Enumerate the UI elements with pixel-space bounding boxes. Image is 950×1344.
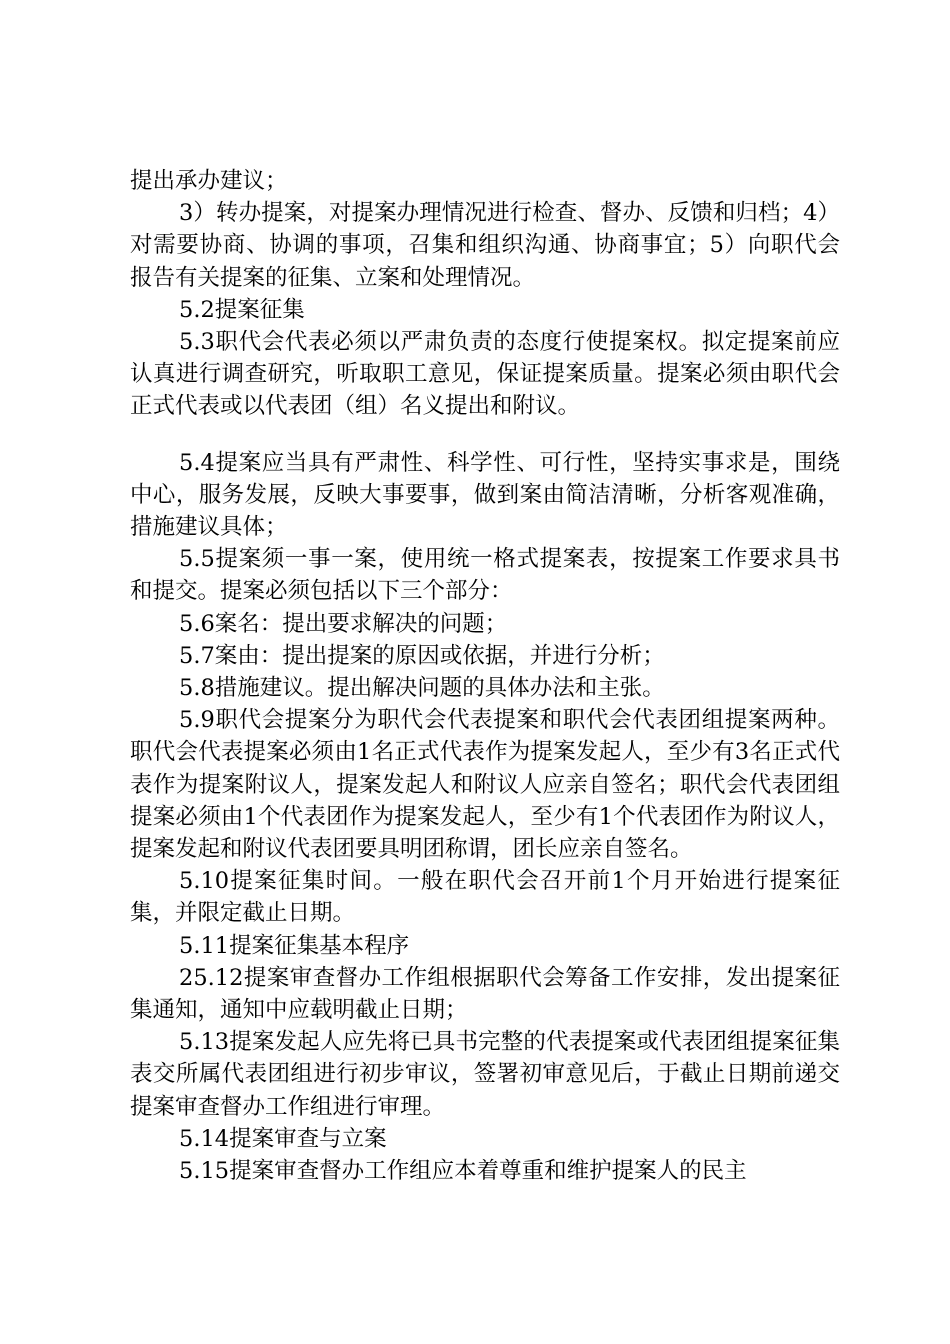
paragraph-5-10: 5.10提案征集时间。一般在职代会召开前1个月开始进行提案征集，并限定截止日期。 [130,868,840,927]
paragraph-5-5: 5.5提案须一事一案，使用统一格式提案表，按提案工作要求具书和提交。提案必须包括以下三个部分： [130,546,840,605]
paragraph-5-13: 5.13提案发起人应先将已具书完整的代表提案或代表团组提案征集表交所属代表团组进行初步审议，签署初审意见后，于截止日期前递交提案审查督办工作组进行审理。 [130,1029,840,1120]
paragraph-5-6: 5.6案名：提出要求解决的问题； [179,610,508,637]
paragraph-p1: 提出承办建议； [130,168,288,194]
paragraph-5-15: 5.15提案审查督办工作组应本着尊重和维护提案人的民主 [179,1158,747,1185]
paragraph-5-8: 5.8措施建议。提出解决问题的具体办法和主张。 [179,675,665,702]
paragraph-5-3: 5.3职代会代表必须以严肃负责的态度行使提案权。拟定提案前应认真进行调查研究，听取职工意见，保证提案质量。提案必须由职代会正式代表或以代表团（组）名义提出和附议。 [130,329,840,420]
paragraph-gap [130,423,840,447]
section-heading-5-14: 5.14提案审查与立案 [179,1125,387,1152]
section-heading-5-2: 5.2提案征集 [179,296,305,323]
document-page [130,165,840,1187]
paragraph-5-9: 5.9职代会提案分为职代会代表提案和职代会代表团组提案两种。职代会代表提案必须由1名正式代表作为提案发起人，至少有3名正式代表作为提案附议人，提案发起人和附议人应亲自签名；职代会代表团组提案必须由1个代表团作为提案发起人，至少有1个代表团作为附议人，提案发起和附议代表团要具明团称谓，团长应亲自签名。 [130,707,840,863]
paragraph-p2: 3）转办提案，对提案办理情况进行检查、督办、反馈和归档；4）对需要协商、协调的事项，召集和组织沟通、协商事宜；5）向职代会报告有关提案的征集、立案和处理情况。 [130,200,840,291]
paragraph-5-7: 5.7案由：提出提案的原因或依据，并进行分析； [179,642,665,669]
paragraph-25-12: 25.12提案审查督办工作组根据职代会筹备工作安排，发出提案征集通知，通知中应载明截止日期； [130,964,840,1024]
paragraph-5-4: 5.4提案应当具有严肃性、科学性、可行性，坚持实事求是，围绕中心，服务发展，反映大事要事，做到案由简洁清晰，分析客观准确，措施建议具体； [130,449,840,541]
section-heading-5-11: 5.11提案征集基本程序 [179,932,410,959]
